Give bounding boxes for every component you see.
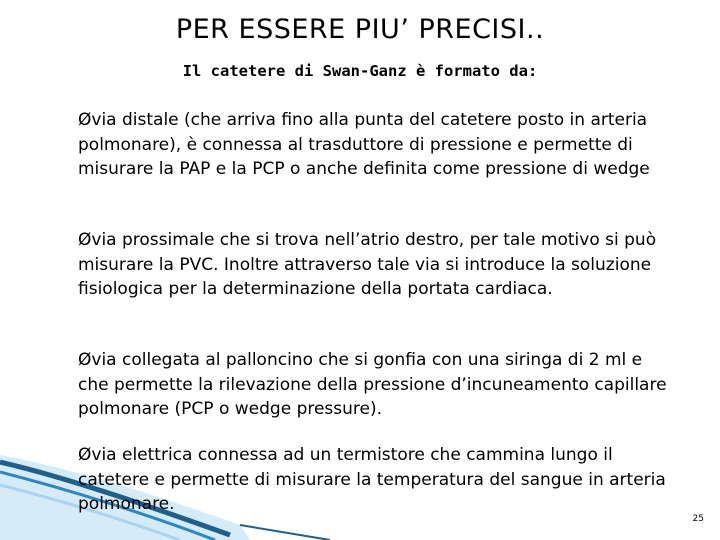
bullet-electric-line	[78, 443, 678, 517]
slide-title: PER ESSERE PIU’ PRECISI..	[175, 14, 545, 45]
arrow-bullet-icon: Ø	[78, 445, 92, 465]
bullet-distal-line	[78, 108, 678, 182]
page-number: 25	[692, 514, 704, 524]
bullet-text: via distale (che arriva fino alla punta del catetere posto in arteria polmonare), è connessa al trasduttore di pressione e permette di misurare la PAP e la PCP o anche definita come pressione di wedge	[78, 110, 650, 179]
bullet-balloon-line	[78, 348, 678, 422]
bullet-text: via collegata al palloncino che si gonfia con una siringa di 2 ml e che permette la rilevazione della pressione d’incuneamento capillare polmonare (PCP o wedge pressure).	[78, 350, 667, 419]
arrow-bullet-icon: Ø	[78, 110, 92, 130]
arrow-bullet-icon: Ø	[78, 350, 92, 370]
bullet-text: via elettrica connessa ad un termistore che cammina lungo il catetere e permette di misurare la temperatura del sangue in arteria polmonare.	[78, 445, 666, 514]
slide-subtitle: Il catetere di Swan-Ganz è formato da:	[182, 62, 538, 80]
bullet-text: via prossimale che si trova nell’atrio destro, per tale motivo si può misurare la PVC. Inoltre attraverso tale via si introduce la soluzione fisiologica per la determinazione della portata cardiaca.	[78, 230, 657, 299]
arrow-bullet-icon: Ø	[78, 230, 92, 250]
bullet-proximal-line	[78, 228, 678, 302]
